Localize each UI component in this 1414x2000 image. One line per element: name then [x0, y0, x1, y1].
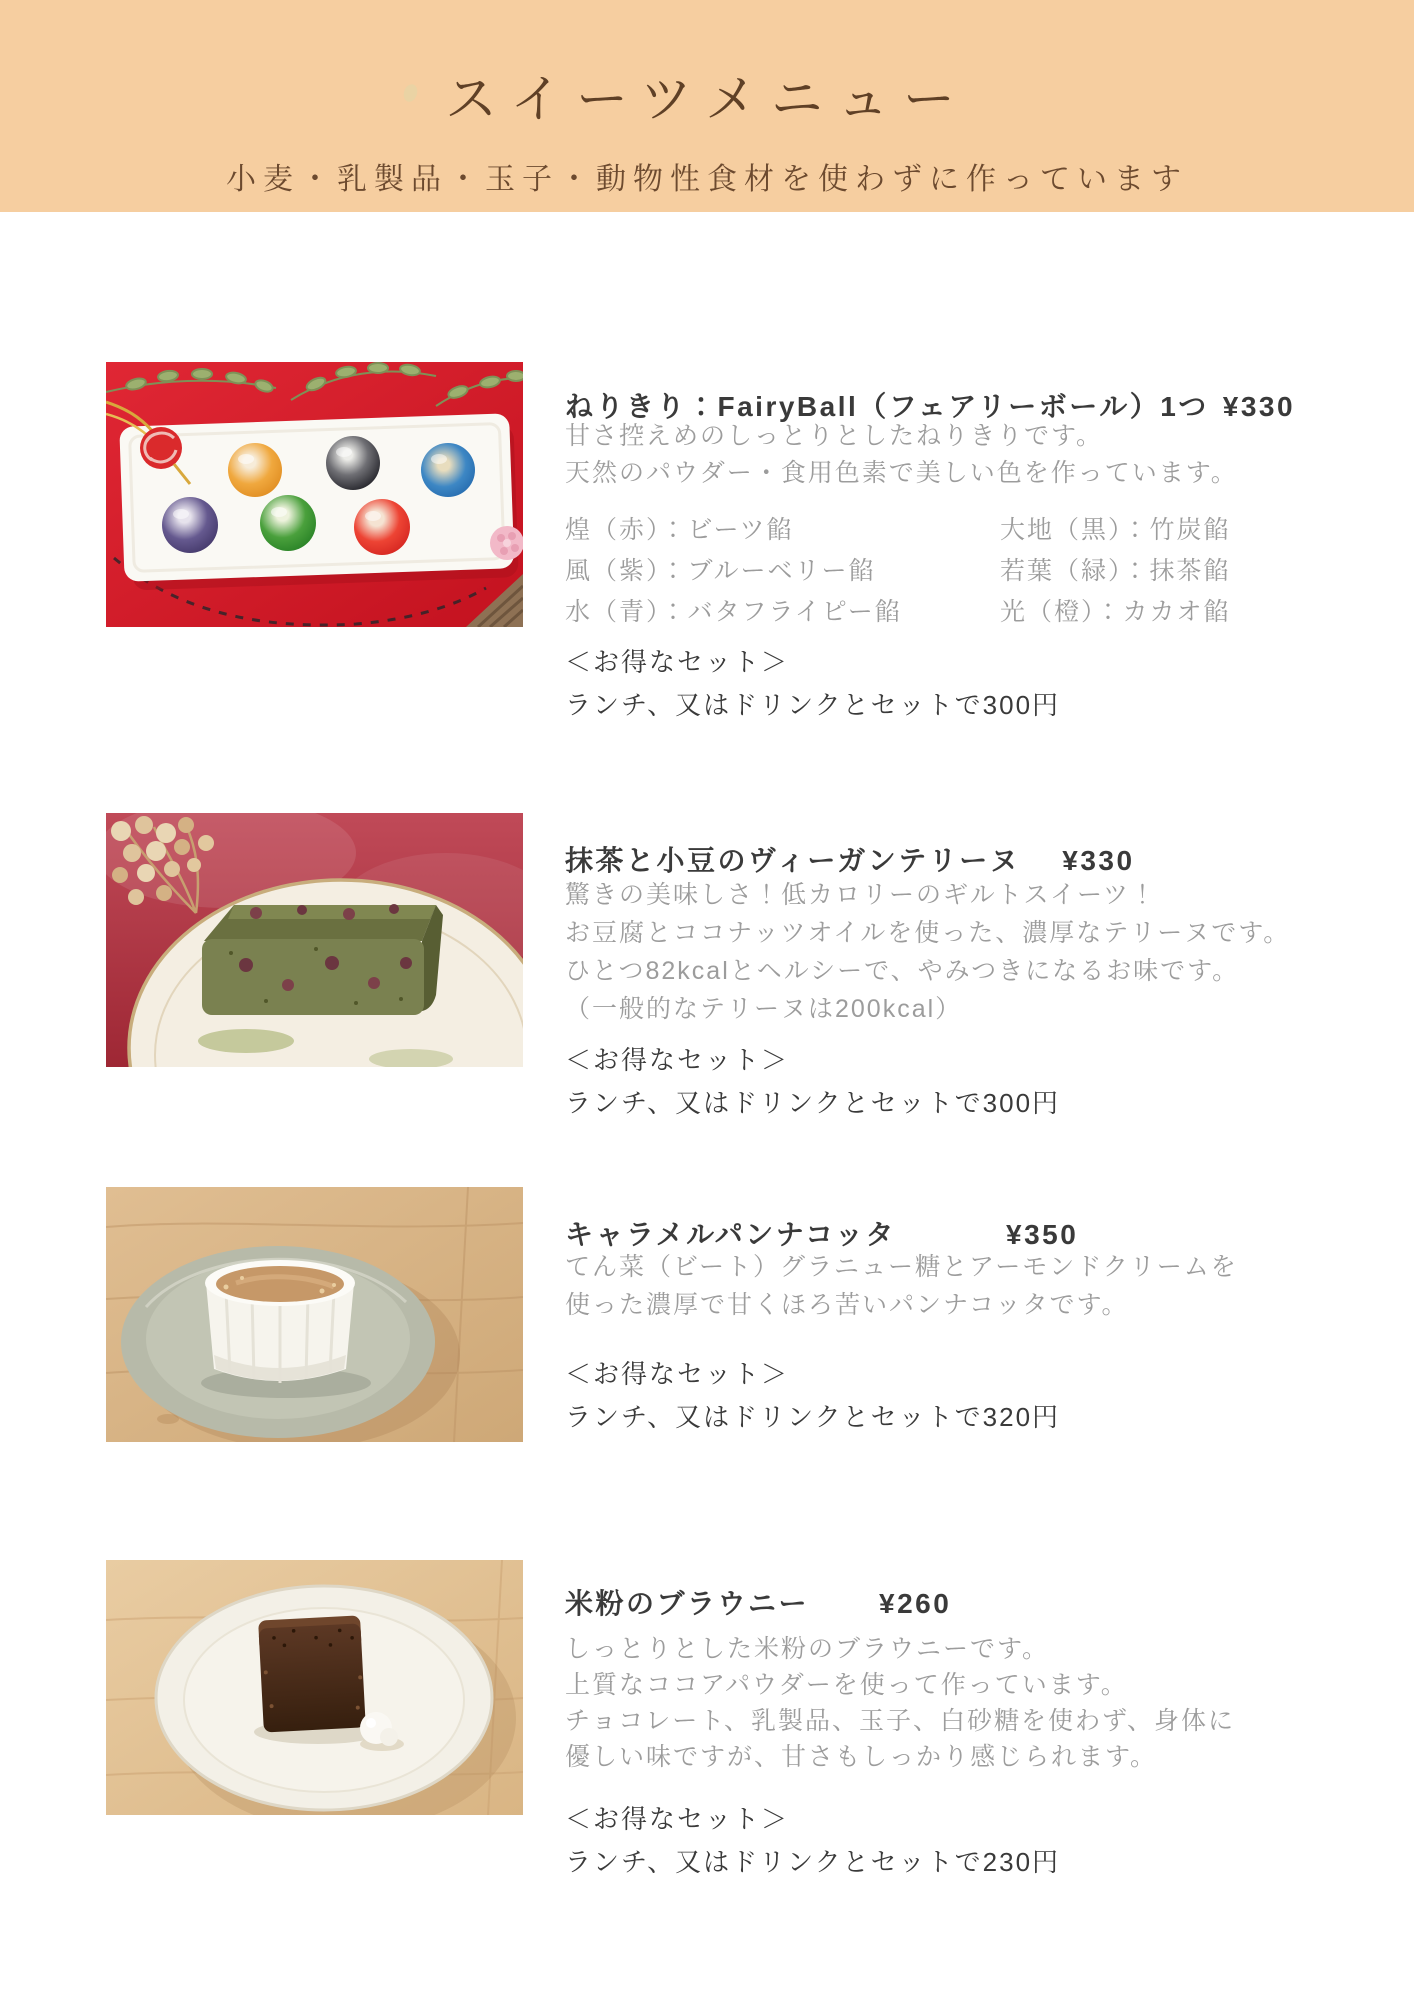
set-offer-heading: ＜お得なセット＞: [565, 1045, 790, 1075]
item-description: [565, 876, 1290, 1028]
set-offer: [565, 641, 1060, 727]
page-subtitle: 小麦・乳製品・玉子・動物性食材を使わずに作っています: [226, 163, 1188, 196]
item-price: ¥330: [1062, 845, 1135, 877]
item-price: ¥350: [1006, 1219, 1079, 1251]
set-offer-line: ランチ、又はドリンクとセットで320円: [565, 1402, 1061, 1432]
item-price: ¥260: [879, 1588, 952, 1620]
set-offer-line: ランチ、又はドリンクとセットで300円: [565, 690, 1061, 720]
item-title: [565, 843, 1135, 878]
set-offer: [565, 1353, 1060, 1439]
ramekin: [205, 1260, 355, 1383]
item-description: [565, 1248, 1238, 1324]
pink-flower-sweet: [490, 526, 523, 560]
set-offer-line: ランチ、又はドリンクとセットで300円: [565, 1088, 1061, 1118]
item-price: ¥330: [1222, 391, 1296, 423]
item-title: [565, 1586, 951, 1621]
description-line: 使った濃厚で甘くほろ苦いパンナコッタです。: [565, 1291, 1129, 1319]
caramel-panna-cotta-photo: [106, 1187, 523, 1442]
description-line: ひとつ82kcalとヘルシーで、やみつきになるお味です。: [565, 957, 1240, 985]
set-offer-heading: ＜お得なセット＞: [565, 647, 790, 677]
flavor-item: 大地（黒）：竹炭餡: [1000, 516, 1231, 544]
item-title: [565, 1217, 1078, 1252]
matcha-azuki-terrine-photo: [106, 813, 523, 1067]
set-offer-line: ランチ、又はドリンクとセットで230円: [565, 1847, 1061, 1877]
set-offer-heading: ＜お得なセット＞: [565, 1804, 790, 1834]
flavor-item: 若葉（緑）：抹茶餡: [1000, 557, 1231, 585]
description-line: 天然のパウダー・食用色素で美しい色を作っています。: [565, 459, 1238, 487]
description-line: しっとりとした米粉のブラウニーです。: [565, 1635, 1050, 1663]
flavor-column-right: [1000, 510, 1231, 633]
description-line: チョコレート、乳製品、玉子、白砂糖を使わず、身体に: [565, 1707, 1236, 1735]
matcha-dust: [198, 1029, 294, 1053]
rice-flour-brownie-photo: [106, 1560, 523, 1815]
flavor-item: 光（橙）：カカオ餡: [1000, 598, 1231, 626]
set-offer: [565, 1798, 1060, 1884]
brownie: [258, 1615, 366, 1732]
item-description: [565, 1631, 1235, 1775]
flavor-item: 煌（赤）：ビーツ餡: [565, 516, 794, 544]
flavor-column-left: [565, 510, 902, 633]
description-line: 甘さ控えめのしっとりとしたねりきりです。: [565, 422, 1104, 450]
description-line: てん菜（ビート）グラニュー糖とアーモンドクリームを: [565, 1253, 1238, 1281]
flavor-item: 風（紫）：ブルーベリー餡: [565, 557, 876, 585]
set-offer: [565, 1039, 1060, 1125]
flavor-item: 水（青）：バタフライピー餡: [565, 598, 902, 626]
flavor-list: [565, 510, 1231, 633]
description-line: 上質なココアパウダーを使って作っています。: [565, 1671, 1128, 1699]
set-offer-heading: ＜お得なセット＞: [565, 1359, 790, 1389]
matcha-terrine: [202, 904, 443, 1015]
item-name: 抹茶と小豆のヴィーガンテリーヌ: [565, 845, 1021, 877]
item-name: 米粉のブラウニー: [565, 1588, 810, 1620]
item-name: ねりきり：FairyBall（フェアリーボール）1つ: [565, 391, 1209, 423]
item-name: キャラメルパンナコッタ: [565, 1219, 897, 1251]
nerikiri-fairyball-photo: [106, 362, 523, 627]
description-line: 優しい味ですが、甘さもしっかり感じられます。: [565, 1743, 1158, 1771]
menu-header: [0, 0, 1414, 212]
page-title: スイーツメニュー: [445, 71, 969, 129]
description-line: （一般的なテリーヌは200kcal）: [565, 995, 963, 1023]
item-description: [565, 418, 1238, 492]
description-line: お豆腐とココナッツオイルを使った、濃厚なテリーヌです。: [565, 919, 1291, 947]
description-line: 驚きの美味しさ！低カロリーのギルトスイーツ！: [565, 881, 1158, 909]
